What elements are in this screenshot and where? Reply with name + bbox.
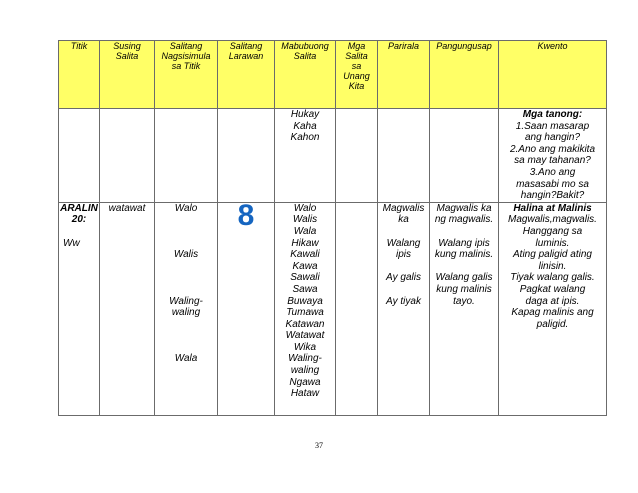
cell-mabubuong-salita: Walo Walis Wala Hikaw Kawali Kawa Sawali Sawa Buwaya Tumawa Katawan Watawat Wika Waling- waling Ngawa Hataw — [275, 202, 336, 415]
header-salitang-nagsisimula: Salitang Nagsisimula sa Titik — [155, 41, 218, 109]
cell-titik: ARALIN 20: Ww — [59, 202, 100, 415]
header-titik: Titik — [59, 41, 100, 109]
cell-susing-salita — [100, 109, 155, 203]
cell-salitang-nagsisimula: Walo Walis Waling- waling Wala — [155, 202, 218, 415]
titik-letter: Ww — [63, 237, 80, 249]
table-row — [59, 109, 607, 203]
header-mga-salita-sa-unang-kita: Mga Salita sa Unang Kita — [336, 41, 378, 109]
cell-titik — [59, 109, 100, 203]
cell-unang-kita — [336, 109, 378, 203]
kwento-title: Mga tanong: — [522, 109, 583, 120]
cell-parirala — [378, 109, 430, 203]
cell-salitang-nagsisimula — [155, 109, 218, 203]
cell-susing-salita: watawat — [100, 202, 155, 415]
lesson-table — [58, 40, 607, 416]
page-number: 37 — [315, 441, 323, 450]
number-eight-picture: 8 — [237, 198, 255, 232]
header-mabubuong-salita: Mabubuong Salita — [275, 41, 336, 109]
header-susing-salita: Susing Salita — [100, 41, 155, 109]
header-kwento: Kwento — [499, 41, 607, 109]
header-parirala: Parirala — [378, 41, 430, 109]
cell-pangungusap — [430, 109, 499, 203]
cell-parirala: Magwalis ka Walang ipis Ay galis Ay tiyak — [378, 202, 430, 415]
cell-salitang-larawan — [218, 198, 275, 415]
kwento-title: Halina at Malinis — [513, 202, 592, 214]
cell-unang-kita — [336, 202, 378, 415]
header-pangungusap: Pangungusap — [430, 41, 499, 109]
header-row — [59, 41, 607, 109]
cell-mabubuong-salita: Hukay Kaha Kahon — [275, 109, 336, 203]
cell-pangungusap: Magwalis ka ng magwalis. Walang ipis kung malinis. Walang galis kung malinis tayo. — [430, 202, 499, 415]
cell-kwento: Mga tanong: 1.Saan masarap ang hangin? 2.Ano ang makikita sa may tahanan? 3.Ano ang masasabi mo sa hangin?Bakit? — [499, 109, 607, 203]
cell-kwento: Halina at Malinis Magwalis,magwalis. Hanggang sa luminis. Ating paligid ating linisin. Tiyak walang galis. Pagkat walang daga at ipis. Kapag malinis ang paligid. — [499, 202, 607, 415]
header-salitang-larawan: Salitang Larawan — [218, 41, 275, 109]
cell-salitang-larawan — [218, 109, 275, 203]
table-row — [59, 202, 607, 415]
